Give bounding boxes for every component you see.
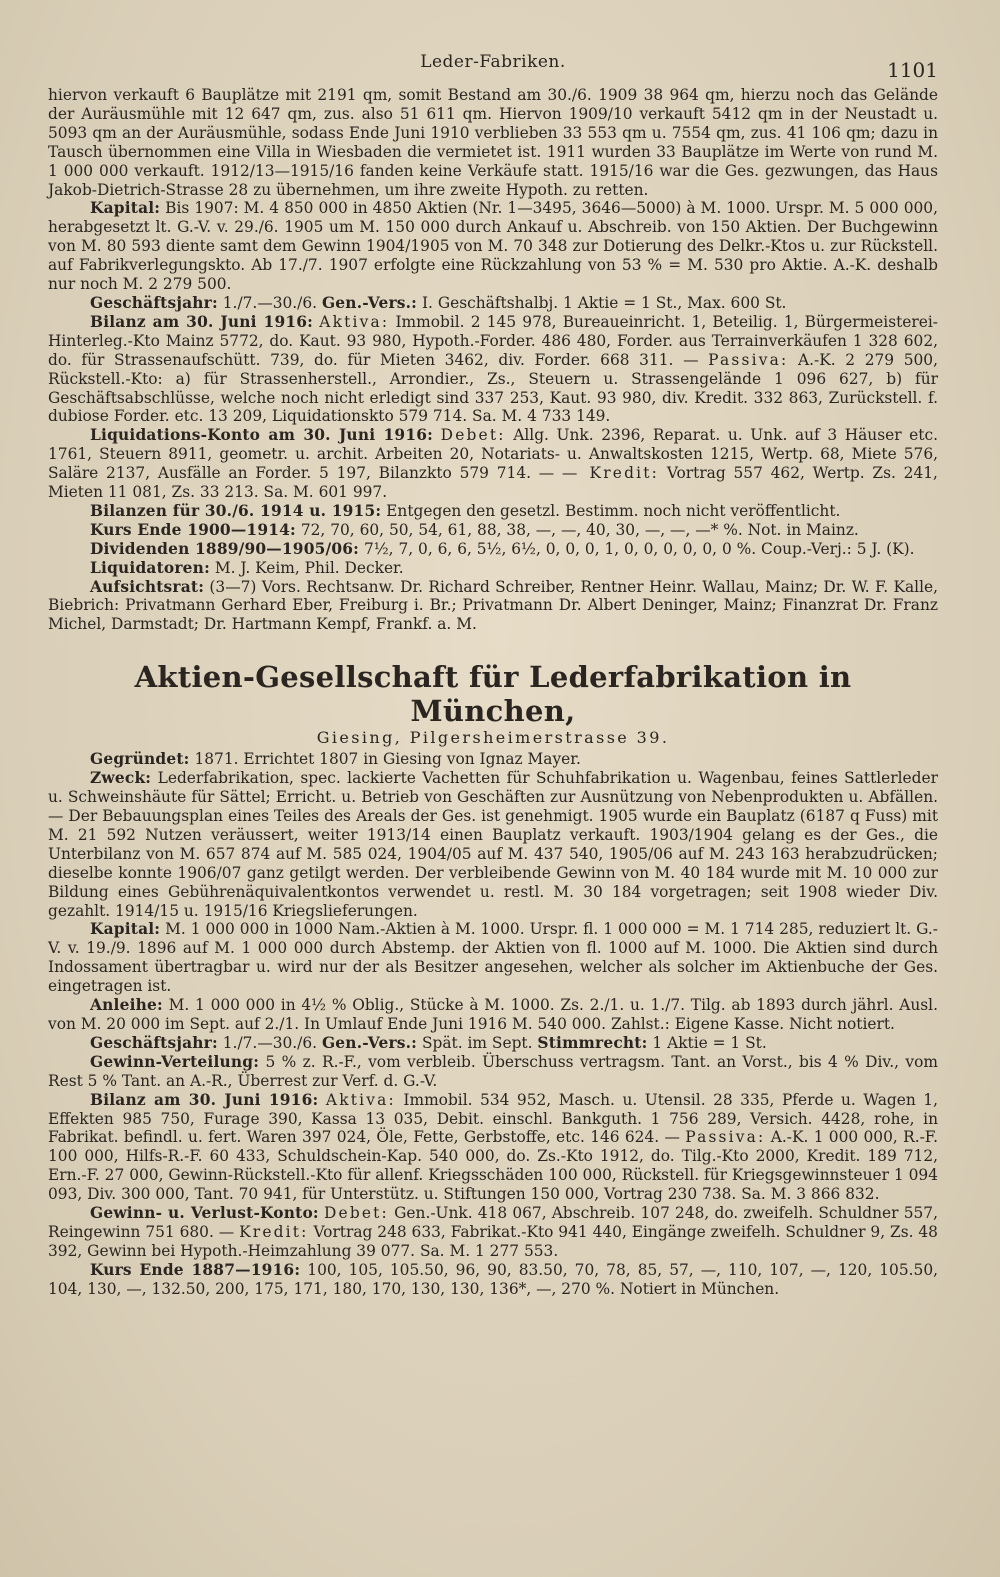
text-kapital: Bis 1907: M. 4 850 000 in 4850 Aktien (Nr. 1—3495, 3646—5000) à M. 1000. Urspr. M. 5 000 000, herabgesetzt lt. G.-V. v. 29./6. 1905 um M. 150 000 durch Ankauf u. Abschreib. von 150 Aktien. Der Buchgewinn von M. 80 593 diente samt dem Gewinn 1904/1905 von M. 70 348 zur Dotierung des Delkr.-Ktos u. zur Rückstell. auf Fabrikverlegungskto. Ab 17./7. 1907 erfolgte eine Rückzahlung von 53 % = M. 530 pro Aktie. A.-K. deshalb nur noch M. 2 279 500. (48, 199, 938, 294)
text-kurs: 72, 70, 60, 50, 54, 61, 88, 38, —, —, 40, 30, —, —, —* %. Not. in Mainz. (300, 520, 859, 539)
label-stimmrecht: Stimmrecht: (537, 1033, 648, 1052)
text-kurs-2: 100, 105, 105.50, 96, 90, 83.50, 70, 78, 85, 57, —, 110, 107, —, 120, 105.50, 104, 130, —, 132.50, 200, 175, 171, 180, 170, 130, 130, 136*, —, 270 %. Notiert in München. (48, 1260, 939, 1298)
entry-liquidations-konto (48, 426, 938, 502)
text-geschaeftsjahr: 1./7.—30./6. (222, 293, 318, 312)
label-kurs-2: Kurs Ende 1887—1916: (90, 1260, 301, 1279)
label-bilanz-2: Bilanz am 30. Juni 1916: (90, 1090, 319, 1109)
label-geschaeftsjahr-2: Geschäftsjahr: (90, 1033, 218, 1052)
label-kurs: Kurs Ende 1900—1914: (90, 520, 296, 539)
entry-geschaeftsjahr (48, 294, 938, 313)
entry-liquidatoren (48, 559, 938, 578)
label-anleihe: Anleihe: (90, 996, 163, 1015)
text-bilanzen: Entgegen den gesetzl. Bestimm. noch nicht veröffentlicht. (386, 501, 841, 520)
company-title: Aktien-Gesellschaft für Lederfabrikation in München, (134, 660, 852, 729)
company-address: Giesing, Pilgersheimerstrasse 39. (316, 728, 670, 748)
text-aufsichtsrat: (3—7) Vors. Rechtsanw. Dr. Richard Schreiber, Rentner Heinr. Wallau, Mainz; Dr. W. F. Kalle, Biebrich: Privatmann Gerhard Eber, Freiburg i. Br.; Privatmann Dr. Albert Deninger, Mainz; Finanzrat Dr. Franz Michel, Darmstadt; Dr. Hartmann Kempf, Frankf. a. M. (48, 577, 938, 634)
label-kredit-2: Kredit: (239, 1222, 309, 1241)
entry-bilanz-2 (48, 1091, 938, 1204)
label-debet: Debet: (440, 426, 506, 445)
label-passiva: Passiva: (708, 350, 789, 369)
entry-kurs-2 (48, 1261, 938, 1299)
running-title: Leder-Fabriken. (420, 52, 566, 72)
entry-gewinn-verlust (48, 1204, 938, 1261)
text-liquidatoren: M. J. Keim, Phil. Decker. (214, 558, 404, 577)
label-zweck: Zweck: (90, 769, 152, 788)
entry-aufsichtsrat (48, 578, 938, 635)
label-debet-2: Debet: (323, 1204, 389, 1223)
label-kapital: Kapital: (90, 199, 161, 218)
entry-geschaeftsjahr-2 (48, 1034, 938, 1053)
text-aktiva-2: Immobil. 534 952, Masch. u. Utensil. 28 335, Pferde u. Wagen 1, Effekten 985 750, Furage 390, Kassa 13 035, Debit. einschl. Bankguth. 1 756 289, Versich. 4428, rohe, in Fabrikat. befindl. u. fert. Waren 397 024, Öle, Fette, Gerbstoffe, etc. 146 624. — (48, 1090, 938, 1147)
label-bilanz: Bilanz am 30. Juni 1916: (90, 312, 314, 331)
text-gen-vers: I. Geschäftshalbj. 1 Aktie = 1 St., Max. 600 St. (421, 293, 787, 312)
text-gewinn-verteilung: 5 % z. R.-F., vom verbleib. Überschuss vertragsm. Tant. an Vorst., bis 4 % Div., vom Rest 5 % Tant. an A.-R., Überrest zur Verf. d. G.-V. (48, 1052, 938, 1090)
label-gewinn-verlust: Gewinn- u. Verlust-Konto: (90, 1204, 319, 1223)
entry-bilanz (48, 313, 938, 426)
label-kapital-2: Kapital: (90, 920, 161, 939)
paragraph-bauplaetze: hiervon verkauft 6 Bauplätze mit 2191 qm, somit Bestand am 30./6. 1909 38 964 qm, hierzu noch das Gelände der Auräusmühle mit 12 647 qm, zus. also 51 611 qm. Hiervon 1909/10 verkauft 5412 qm in der Neustadt u. 5093 qm an der Auräusmühle, sodass Ende Juni 1910 verblieben 33 553 qm u. 7554 qm, zus. 41 106 qm; dazu in Tausch übernommen eine Villa in Wiesbaden die vermietet ist. 1911 wurden 33 Bauplätze im Werte von rund M. 1 000 000 verkauft. 1912/13—1915/16 fanden keine Verkäufe statt. 1915/16 war die Ges. gezwungen, das Haus Jakob-Dietrich-Strasse 28 zu übernehmen, um ihre zweite Hypoth. zu retten. (48, 86, 938, 199)
section-ag-lederfabrikation (48, 750, 938, 1298)
label-gewinn-verteilung: Gewinn-Verteilung: (90, 1052, 260, 1071)
text-passiva-2: A.-K. 1 000 000, R.-F. 100 000, Hilfs-R.-F. 60 433, Schuldschein-Kap. 540 000, do. Zs.-Kto 1912, do. Tilg.-Kto 2000, Kredit. 189 712, Ern.-F. 27 000, Gewinn-Rückstell.-Kto für allenf. Kriegsschäden 100 000, Rückstell. für Kriegsgewinnsteuer 1 094 093, Div. 300 000, Tant. 70 941, für Unterstütz. u. Stiftungen 150 000, Vortrag 230 738. Sa. M. 3 866 832. (48, 1128, 938, 1204)
entry-kurs (48, 521, 938, 540)
text-zweck: Lederfabrikation, spec. lackierte Vachetten für Schuhfabrikation u. Wagenbau, feines Sattlerleder u. Schweinshäute für Sättel; Erricht. u. Betrieb von Geschäften zur Ausnützung von Nebenprodukten u. Abfällen. — Der Bebauungsplan eines Teiles des Areals der Ges. ist genehmigt. 1905 wurde ein Bauplatz (6187 q Fuss) mit M. 21 592 Nutzen veräussert, weiter 1913/14 einen Bauplatz verkauft. 1903/1904 gelang es der Ges., die Unterbilanz von M. 657 874 auf M. 585 024, 1904/05 auf M. 437 540, 1905/06 auf M. 243 163 herabzudrücken; dieselbe konnte 1906/07 ganz getilgt werden. Der verbleibende Gewinn von M. 40 184 wurde mit M. 10 000 zur Bildung eines Gebührenäquivalentkontos verwendet u. restl. M. 30 184 vorgetragen; seit 1908 wieder Div. gezahlt. 1914/15 u. 1915/16 Kriegslieferungen. (48, 769, 938, 920)
label-dividenden: Dividenden 1889/90—1905/06: (90, 539, 360, 558)
text-gegruendet: 1871. Errichtet 1807 in Giesing von Ignaz Mayer. (194, 750, 581, 769)
label-aktiva-2: Aktiva: (325, 1090, 396, 1109)
entry-dividenden (48, 540, 938, 559)
label-bilanzen: Bilanzen für 30./6. 1914 u. 1915: (90, 501, 382, 520)
text-gen-vers-2: Spät. im Sept. (421, 1033, 533, 1052)
label-geschaeftsjahr: Geschäftsjahr: (90, 293, 218, 312)
text-anleihe: M. 1 000 000 in 4½ % Oblig., Stücke à M. 1000. Zs. 2./1. u. 1./7. Tilg. ab 1893 durch jährl. Ausl. von M. 20 000 im Sept. auf 2./1. In Umlauf Ende Juni 1916 M. 540 000. Zahlst.: Eigene Kasse. Nicht notiert. (48, 996, 938, 1033)
text-dividenden: 7½, 7, 0, 6, 6, 5½, 6½, 0, 0, 0, 1, 0, 0, 0, 0, 0, 0 %. Coup.-Verj.: 5 J. (K). (363, 539, 915, 558)
text-kapital-2: M. 1 000 000 in 1000 Nam.-Aktien à M. 1000. Urspr. fl. 1 000 000 = M. 1 714 285, reduziert lt. G.-V. v. 19./9. 1896 auf M. 1 000 000 durch Abstemp. der Aktien von fl. 1000 auf M. 1000. Die Aktien sind durch Indossament übertragbar u. wird nur der als Besitzer angesehen, welcher als solcher im Aktienbuche der Ges. eingetragen ist. (48, 920, 938, 996)
entry-gegruendet (48, 750, 938, 769)
label-liquidatoren: Liquidatoren: (90, 558, 210, 577)
label-liquidations-konto: Liquidations-Konto am 30. Juni 1916: (90, 426, 434, 445)
entry-zweck (48, 769, 938, 920)
entry-kapital (48, 199, 938, 294)
text-kredit: Vortrag 557 462, Wertp. Zs. 241, Mieten 11 081, Zs. 33 213. Sa. M. 601 997. (48, 464, 938, 502)
entry-bilanzen (48, 502, 938, 521)
text-debet-2: Gen.-Unk. 418 067, Abschreib. 107 248, do. zweifelh. Schuldner 557, Reingewinn 751 680. — (48, 1204, 938, 1241)
label-passiva-2: Passiva: (685, 1128, 766, 1147)
label-gen-vers-2: Gen.-Vers.: (321, 1033, 418, 1052)
page-number: 1101 (887, 58, 938, 82)
text-debet: Allg. Unk. 2396, Reparat. u. Unk. auf 3 Häuser etc. 1761, Steuern 8911, geometr. u. archit. Arbeiten 20, Notariats- u. Anwaltskosten 1215, Wertp. 68, Miete 576, Saläre 2137, Ausfälle an Forder. 5 197, Bilanzkto 579 714. — (48, 426, 938, 483)
label-aufsichtsrat: Aufsichtsrat: (90, 577, 205, 596)
label-gegruendet: Gegründet: (90, 750, 190, 769)
text-aktiva: Immobil. 2 145 978, Bureaueinricht. 1, Beteilig. 1, Bürgermeisterei-Hinterleg.-Kto Mainz 5772, do. Kaut. 93 980, Hypoth.-Forder. 486 480, Forder. aus Terrainverkäufen 1 328 602, do. für Strassenaufschütt. 739, do. für Mieten 3462, div. Forder. 668 311. — (48, 312, 938, 369)
running-head (48, 52, 938, 86)
text-passiva: A.-K. 2 279 500, Rückstell.-Kto: a) für Strassenherstell., Arrondier., Zs., Steuern u. Strassengelände 1 096 627, b) für Geschäftsabschlüsse, welche noch nicht erledigt sind 337 253, Kaut. 93 980, div. Kredit. 332 863, Zurückstell. f. dubiose Forder. etc. 13 209, Liquidationskto 579 714. Sa. M. 4 733 149. (48, 350, 938, 426)
label-gen-vers: Gen.-Vers.: (321, 293, 418, 312)
text-kredit-2: Vortrag 248 633, Fabrikat.-Kto 941 440, Eingänge zweifelh. Schuldner 9, Zs. 48 392, Gewinn bei Hypoth.-Heimzahlung 39 077. Sa. M. 1 277 553. (48, 1222, 938, 1260)
section-previous-company (48, 86, 938, 634)
text-stimmrecht: 1 Aktie = 1 St. (652, 1033, 767, 1052)
entry-kapital-2 (48, 920, 938, 996)
text-geschaeftsjahr-2: 1./7.—30./6. (222, 1033, 318, 1052)
label-aktiva: Aktiva: (319, 312, 390, 331)
entry-anleihe (48, 996, 938, 1034)
entry-gewinn-verteilung (48, 1053, 938, 1091)
label-kredit: — Kredit: (561, 464, 660, 483)
